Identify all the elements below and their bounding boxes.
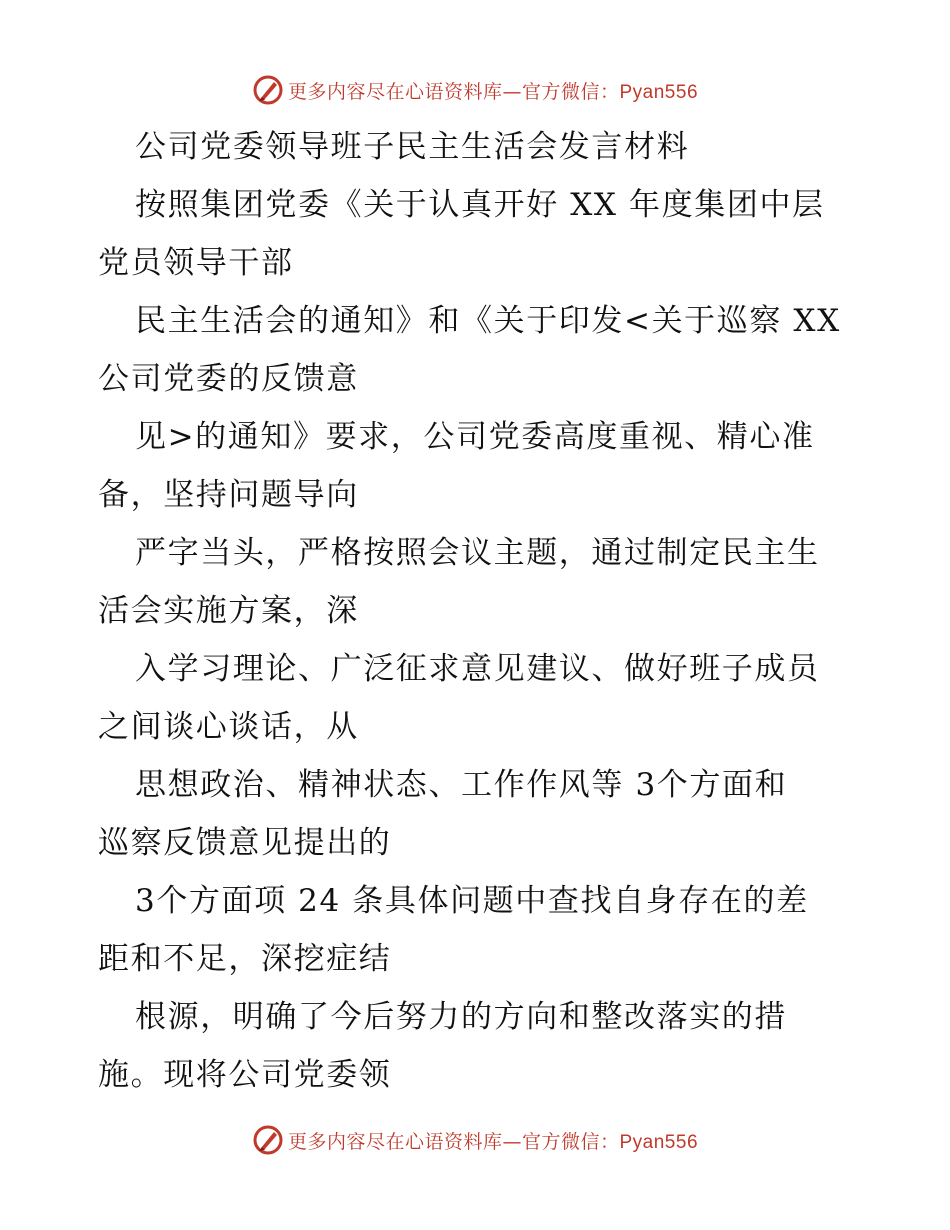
banner-wechat-label: 官方微信： <box>521 1130 620 1153</box>
banner-text <box>288 1127 698 1154</box>
header-banner <box>0 70 950 110</box>
document-line: 施。现将公司党委领 <box>98 1057 392 1093</box>
document-line: 公司党委领导班子民主生活会发言材料 <box>135 129 690 165</box>
document-line: 活会实施方案，深 <box>98 593 359 629</box>
document-line: 根源，明确了今后努力的方向和整改落实的措 <box>135 999 787 1035</box>
document-body <box>98 118 858 1104</box>
banner-wechat-id: Pyan556 <box>619 81 699 103</box>
document-line: 巡察反馈意见提出的 <box>98 825 392 861</box>
document-line: 之间谈心谈话，从 <box>98 709 359 745</box>
document-line: 备，坚持问题导向 <box>98 477 359 513</box>
document-line: 民主生活会的通知》和《关于印发<关于巡察 XX <box>135 303 841 339</box>
document-line: 公司党委的反馈意 <box>98 361 359 397</box>
footer-banner <box>0 1120 950 1160</box>
banner-wechat-id: Pyan556 <box>619 1131 699 1153</box>
banner-dash: — <box>502 80 522 103</box>
document-line: 思想政治、精神状态、工作作风等 3个方面和 <box>135 767 788 803</box>
banner-wechat-label: 官方微信： <box>521 80 620 103</box>
quill-pen-logo-icon <box>252 74 284 106</box>
document-line: 距和不足，深挖症结 <box>98 941 392 977</box>
banner-main-text: 更多内容尽在心语资料库 <box>287 1130 503 1153</box>
banner-dash: — <box>502 1130 522 1153</box>
document-line: 党员领导干部 <box>98 245 294 281</box>
document-line: 3个方面项 24 条具体问题中查找自身存在的差 <box>135 883 809 919</box>
document-line: 见>的通知》要求，公司党委高度重视、精心准 <box>135 419 815 455</box>
document-line: 按照集团党委《关于认真开好 XX 年度集团中层 <box>135 187 825 223</box>
banner-main-text: 更多内容尽在心语资料库 <box>287 80 503 103</box>
document-line: 严字当头，严格按照会议主题，通过制定民主生 <box>135 535 820 571</box>
banner-text <box>288 77 698 104</box>
document-line: 入学习理论、广泛征求意见建议、做好班子成员 <box>135 651 820 687</box>
quill-pen-logo-icon <box>252 1124 284 1156</box>
